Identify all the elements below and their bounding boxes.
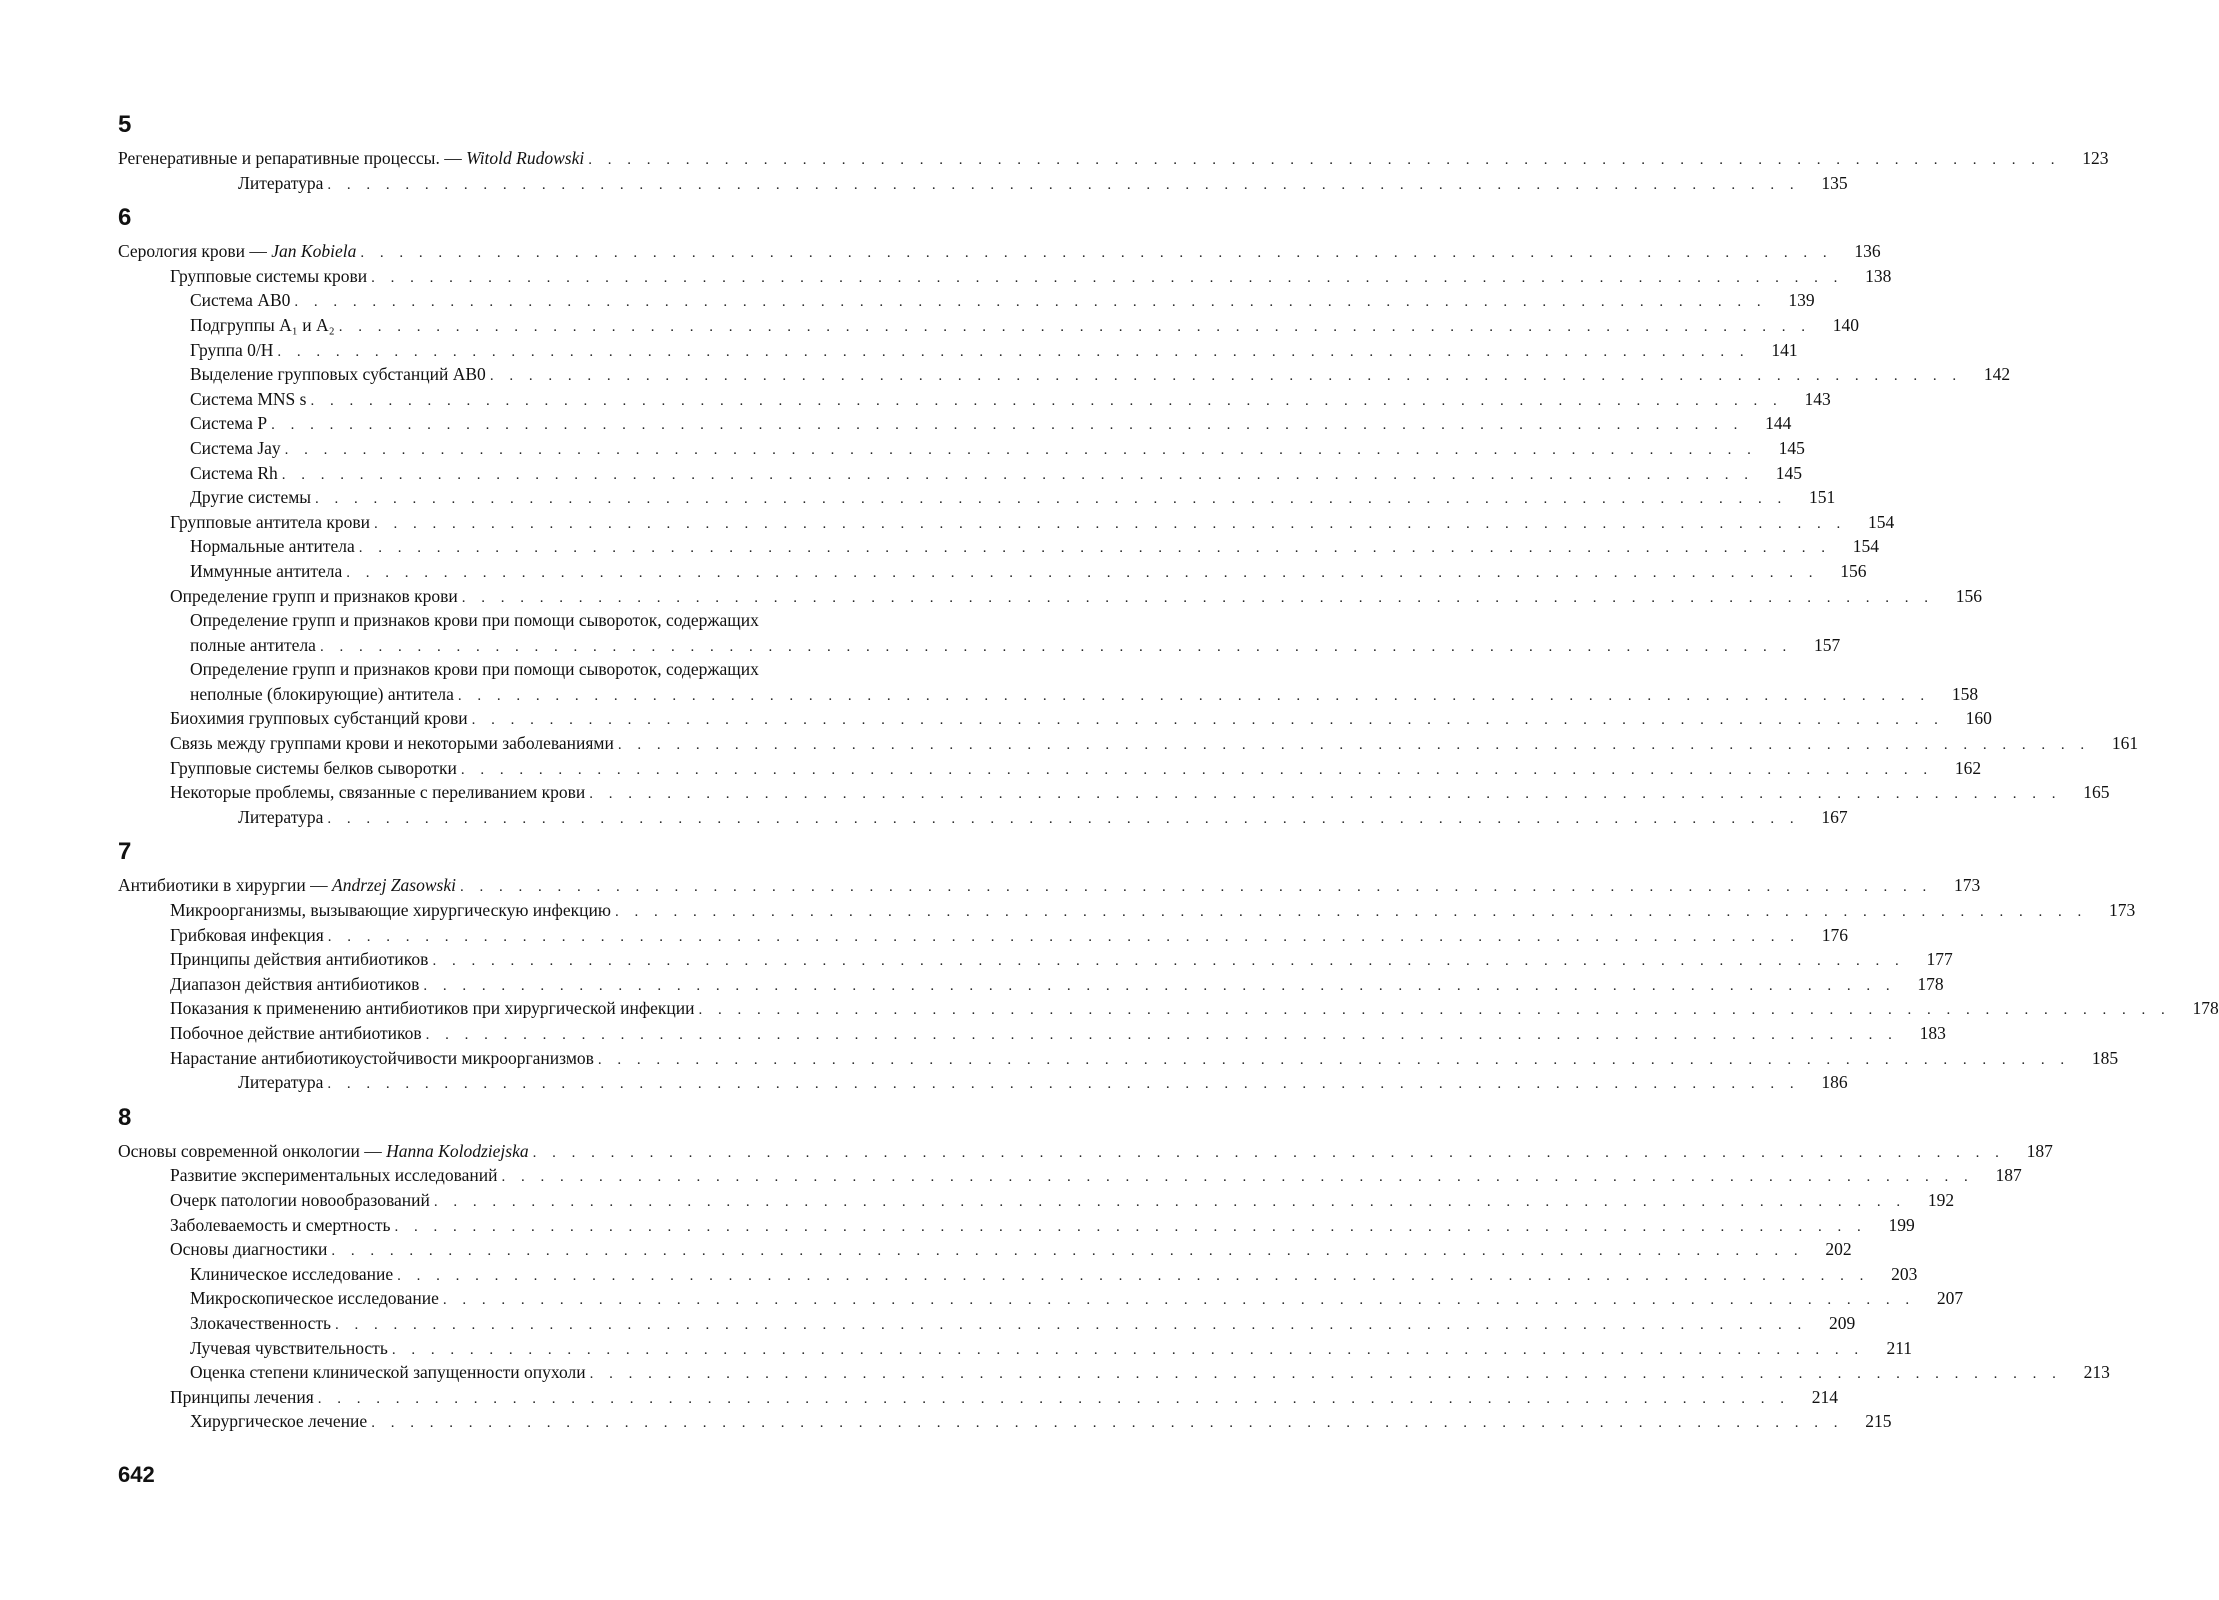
toc-entry-text [170,510,374,535]
dot-leader: . . . . . . . . . . . . . . . . . . . . . . . . . . . . . . . . . . . . . . . . . . . . . . . . . . . . . . . . . . . . . . . . . . . . . . . . . . . . [489,368,1963,385]
dot-leader: . . . . . . . . . . . . . . . . . . . . . . . . . . . . . . . . . . . . . . . . . . . . . . . . . . . . . . . . . . . . . . . . . . . . . . . . . . . . [397,1267,1870,1284]
dot-leader: . . . . . . . . . . . . . . . . . . . . . . . . . . . . . . . . . . . . . . . . . . . . . . . . . . . . . . . . . . . . . . . . . . . . . . . . . . . . [457,687,1931,704]
toc-page-number: 173 [1953,875,1981,896]
toc-entry [118,1262,1918,1287]
toc-entry [118,706,1992,731]
toc-page-number: 185 [2091,1047,2119,1068]
toc-entry-text [170,780,589,805]
toc-page-number: 138 [1865,265,1892,286]
toc-entry-text [118,239,360,264]
toc-page-number: 187 [1995,1165,2022,1186]
toc-entry-title: Хирургическое лечение [190,1411,368,1432]
toc-page-number: 157 [1813,634,1841,655]
toc-entry-title: Литература [238,172,324,193]
dot-leader: . . . . . . . . . . . . . . . . . . . . . . . . . . . . . . . . . . . . . . . . . . . . . . . . . . . . . . . . . . . . . . . . . . . . . . . . . . . . [271,417,1744,434]
toc-entry [118,682,1979,707]
toc-entry-title: Система AB0 [190,290,291,311]
toc-entry [118,1409,1892,1434]
dot-leader: . . . . . . . . . . . . . . . . . . . . . . . . . . . . . . . . . . . . . . . . . . . . . . . . . . . . . . . . . . . . . . . . . . . . . . . . . . . . [460,761,1934,778]
toc-entry-text [190,534,359,559]
toc-entry [118,1286,1964,1311]
toc-entry-author: Hanna Kolodziejska [386,1140,529,1161]
toc-entry [118,1385,1839,1410]
toc-page-number: 142 [1983,364,2011,385]
toc-entry-text [190,461,282,486]
dot-leader: . . . . . . . . . . . . . . . . . . . . . . . . . . . . . . . . . . . . . . . . . . . . . . . . . . . . . . . . . . . . . . . . . . . . . . . . . . . . [423,977,1896,994]
dot-leader: . . . . . . . . . . . . . . . . . . . . . . . . . . . . . . . . . . . . . . . . . . . . . . . . . . . . . . . . . . . . . . . . . . . . . . . . . . . . [374,515,1847,532]
toc-entry [118,731,2139,756]
toc-entry-text [170,706,472,731]
toc-entry [118,338,1798,363]
toc-entry-title: Основы современной онкологии — [118,1140,387,1161]
toc-entry-text [190,633,320,658]
toc-entry-title: Принципы действия антибиотиков [170,949,429,970]
toc-chapter-title [118,239,1881,264]
dot-leader: . . . . . . . . . . . . . . . . . . . . . . . . . . . . . . . . . . . . . . . . . . . . . . . . . . . . . . . . . . . . . . . . . . . . . . . . . . . . [360,245,1833,262]
toc-entry-text [238,1070,327,1095]
toc-entry [118,1188,1955,1213]
toc-entry-text [190,313,339,338]
toc-entry-text [170,731,618,756]
toc-page-number: 136 [1854,241,1881,262]
toc-entry-text [190,682,458,707]
toc-page-number: 151 [1809,487,1836,508]
toc-page-number: 145 [1775,462,1802,483]
toc-page-number: 140 [1832,314,1859,335]
toc-entry-text [170,947,432,972]
dot-leader: . . . . . . . . . . . . . . . . . . . . . . . . . . . . . . . . . . . . . . . . . . . . . . . . . . . . . . . . . . . . . . . . . . . . . . . . . . . . [459,879,1933,896]
toc-entry-title: Оценка степени клинической запущенности опухоли [190,1362,586,1383]
toc-entry-title: Определение групп и признаков крови [170,585,458,606]
toc-page-number: 165 [2083,782,2110,803]
toc-page-number: 144 [1765,413,1792,434]
toc-entry-title: Связь между группами крови и некоторыми заболеваниями [170,733,614,754]
toc-entry-title: Основы диагностики [170,1239,328,1260]
toc-page-number: 173 [2108,900,2136,921]
toc-page-number: 178 [1917,973,1944,994]
toc-entry-title: Литература [238,806,324,827]
toc-entry-text [170,756,461,781]
toc-entry [118,387,1831,412]
toc-entry-title: Литература [238,1072,324,1093]
toc-entry [118,947,1953,972]
dot-leader: . . . . . . . . . . . . . . . . . . . . . . . . . . . . . . . . . . . . . . . . . . . . . . . . . . . . . . . . . . . . . . . . . . . . . . . . . . . . [617,737,2091,754]
toc-entry [118,1070,1848,1095]
toc-page-number: 203 [1891,1263,1918,1284]
toc-entry-title: Группа 0/H [190,339,274,360]
dot-leader: . . . . . . . . . . . . . . . . . . . . . . . . . . . . . . . . . . . . . . . . . . . . . . . . . . . . . . . . . . . . . . . . . . . . . . . . . . . . [432,953,1905,970]
toc-entry-text [170,584,462,609]
toc-entry-author: Andrzej Zasowski [332,875,456,896]
dot-leader: . . . . . . . . . . . . . . . . . . . . . . . . . . . . . . . . . . . . . . . . . . . . . . . . . . . . . . . . . . . . . . . . . . . . . . . . . . . . [589,1366,2062,1383]
dot-leader: . . . . . . . . . . . . . . . . . . . . . . . . . . . . . . . . . . . . . . . . . . . . . . . . . . . . . . . . . . . . . . . . . . . . . . . . . . . . [319,638,1793,655]
toc-entry-title: Иммунные антитела [190,560,343,581]
toc-entry-title: Групповые системы крови [170,265,368,286]
toc-entry-title: Развитие экспериментальных исследований [170,1165,498,1186]
chapter-number: 8 [118,1103,132,1131]
toc-entry [118,1021,1946,1046]
toc-page-number: 199 [1888,1214,1915,1235]
toc-page-number: 158 [1951,683,1979,704]
toc-entry-title: Микроскопическое исследование [190,1288,439,1309]
dot-leader: . . . . . . . . . . . . . . . . . . . . . . . . . . . . . . . . . . . . . . . . . . . . . . . . . . . . . . . . . . . . . . . . . . . . . . . . . . . . [284,441,1757,458]
dot-leader: . . . . . . . . . . . . . . . . . . . . . . . . . . . . . . . . . . . . . . . . . . . . . . . . . . . . . . . . . . . . . . . . . . . . . . . . . . . . [331,1243,1804,1260]
toc-page-number: 207 [1936,1288,1964,1309]
toc-entry-title: Групповые системы белков сыворотки [170,757,457,778]
toc-entry-title: Принципы лечения [170,1386,314,1407]
toc-entry-title: неполные (блокирующие) антитела [190,683,454,704]
dot-leader: . . . . . . . . . . . . . . . . . . . . . . . . . . . . . . . . . . . . . . . . . . . . . . . . . . . . . . . . . . . . . . . . . . . . . . . . . . . . [532,1144,2005,1161]
toc-entry-text [170,1188,434,1213]
toc-page-number: 215 [1865,1411,1892,1432]
toc-entry-title: Показания к применению антибиотиков при хирургической инфекции [170,998,695,1019]
toc-entry-author: Witold Rudowski [466,148,585,168]
toc-entry-title: Групповые антитела крови [170,511,370,532]
toc-entry [118,510,1895,535]
toc-entry-title: Система P [190,413,268,434]
chapter-number: 7 [118,838,132,866]
dot-leader: . . . . . . . . . . . . . . . . . . . . . . . . . . . . . . . . . . . . . . . . . . . . . . . . . . . . . . . . . . . . . . . . . . . . . . . . . . . . [317,1390,1791,1407]
dot-leader: . . . . . . . . . . . . . . . . . . . . . . . . . . . . . . . . . . . . . . . . . . . . . . . . . . . . . . . . . . . . . . . . . . . . . . . . . . . . [501,1169,1974,1186]
toc-page-number: 135 [1821,172,1848,193]
toc-page-number: 145 [1778,437,1805,458]
toc-entry [118,996,2219,1021]
toc-entry-text [170,1163,501,1188]
toc-entry-title: Клиническое исследование [190,1263,394,1284]
toc-entry-text [190,362,490,387]
toc-entry [118,461,1802,486]
toc-entry-text [190,485,315,510]
toc-entry-text [170,898,615,923]
toc-page-number: 154 [1868,511,1895,532]
toc-page-number: 167 [1821,806,1848,827]
dot-leader: . . . . . . . . . . . . . . . . . . . . . . . . . . . . . . . . . . . . . . . . . . . . . . . . . . . . . . . . . . . . . . . . . . . . . . . . . . . . [327,176,1800,193]
toc-entry [118,756,1982,781]
dot-leader: . . . . . . . . . . . . . . . . . . . . . . . . . . . . . . . . . . . . . . . . . . . . . . . . . . . . . . . . . . . . . . . . . . . . . . . . . . . . [327,1076,1800,1093]
dot-leader: . . . . . . . . . . . . . . . . . . . . . . . . . . . . . . . . . . . . . . . . . . . . . . . . . . . . . . . . . . . . . . . . . . . . . . . . . . . . [698,1002,2171,1019]
dot-leader: . . . . . . . . . . . . . . . . . . . . . . . . . . . . . . . . . . . . . . . . . . . . . . . . . . . . . . . . . . . . . . . . . . . . . . . . . . . . [588,152,2061,168]
toc-entry [118,288,1815,313]
chapter-number: 5 [118,111,132,138]
toc-entry-text [238,171,327,196]
dot-leader: . . . . . . . . . . . . . . . . . . . . . . . . . . . . . . . . . . . . . . . . . . . . . . . . . . . . . . . . . . . . . . . . . . . . . . . . . . . . [433,1193,1907,1210]
toc-entry [118,780,2110,805]
toc-entry-title: Диапазон действия антибиотиков [170,973,420,994]
toc-entry-text [238,805,327,830]
toc-page-number: 160 [1965,708,1992,729]
toc-page-number: 156 [1840,560,1867,581]
chapter-number: 6 [118,204,132,232]
dot-leader: . . . . . . . . . . . . . . . . . . . . . . . . . . . . . . . . . . . . . . . . . . . . . . . . . . . . . . . . . . . . . . . . . . . . . . . . . . . . [310,392,1783,409]
dot-leader: . . . . . . . . . . . . . . . . . . . . . . . . . . . . . . . . . . . . . . . . . . . . . . . . . . . . . . . . . . . . . . . . . . . . . . . . . . . . [358,540,1832,557]
toc-entry-first-line: Определение групп и признаков крови при помощи сывороток, содержащих [190,610,759,631]
toc-entry-text [170,264,371,289]
toc-entry [118,584,1983,609]
page-number: 642 [118,1462,155,1487]
toc-page-number: 187 [2026,1140,2053,1161]
toc-entry [118,436,1805,461]
toc-chapter-title [118,1139,2053,1164]
toc-page-number: 202 [1825,1239,1852,1260]
toc-entry [118,633,1841,658]
toc-page-number: 154 [1852,536,1880,557]
dot-leader: . . . . . . . . . . . . . . . . . . . . . . . . . . . . . . . . . . . . . . . . . . . . . . . . . . . . . . . . . . . . . . . . . . . . . . . . . . . . [371,269,1844,286]
toc-entry-text [190,1286,443,1311]
toc-entry-first-line: Определение групп и признаков крови при помощи сывороток, содержащих [190,659,759,680]
toc-entry-title: Некоторые проблемы, связанные с переливанием крови [170,782,586,803]
toc-entry [118,362,2011,387]
toc-entry [118,171,1848,196]
toc-entry-text [170,923,328,948]
toc-entry-title: Антибиотики в хирургии — [118,875,332,896]
toc-entry-text [190,1262,397,1287]
toc-entry [118,923,1848,948]
dot-leader: . . . . . . . . . . . . . . . . . . . . . . . . . . . . . . . . . . . . . . . . . . . . . . . . . . . . . . . . . . . . . . . . . . . . . . . . . . . . [461,589,1935,606]
toc-entry [118,1213,1915,1238]
toc-entry-text [118,146,588,171]
toc-entry [118,485,1836,510]
toc-entry-author: Jan Kobiela [271,241,357,262]
toc-entry-title: Серология крови — [118,241,272,262]
toc-entry [118,1163,2022,1188]
toc-entry-title: Нарастание антибиотикоустойчивости микроорганизмов [170,1047,594,1068]
toc-page-number: 176 [1821,924,1848,945]
dot-leader: . . . . . . . . . . . . . . . . . . . . . . . . . . . . . . . . . . . . . . . . . . . . . . . . . . . . . . . . . . . . . . . . . . . . . . . . . . . . [471,712,1944,729]
toc-entry [118,1311,1856,1336]
dot-leader: . . . . . . . . . . . . . . . . . . . . . . . . . . . . . . . . . . . . . . . . . . . . . . . . . . . . . . . . . . . . . . . . . . . . . . . . . . . . [394,1218,1867,1235]
toc-page-number: 156 [1955,585,1983,606]
toc-entry-title: полные антитела [190,634,316,655]
toc-entry-title: Биохимия групповых субстанций крови [170,708,468,729]
toc-entry-text [170,1213,395,1238]
toc-page-number: 143 [1804,388,1831,409]
table-of-contents [118,108,2219,1434]
toc-page-number: 192 [1927,1189,1955,1210]
toc-entry-title: Другие системы [190,487,312,508]
toc-entry-text [190,1336,392,1361]
toc-page-number: 162 [1954,757,1982,778]
dot-leader: . . . . . . . . . . . . . . . . . . . . . . . . . . . . . . . . . . . . . . . . . . . . . . . . . . . . . . . . . . . . . . . . . . . . . . . . . . . . [294,294,1767,311]
toc-entry [118,1237,1852,1262]
toc-entry [118,898,2136,923]
toc-entry-title: Грибковая инфекция [170,924,324,945]
toc-entry-title: Микроорганизмы, вызывающие хирургическую инфекцию [170,900,611,921]
dot-leader: . . . . . . . . . . . . . . . . . . . . . . . . . . . . . . . . . . . . . . . . . . . . . . . . . . . . . . . . . . . . . . . . . . . . . . . . . . . . [597,1051,2071,1068]
toc-entry-text [190,338,277,363]
toc-entry-title: Лучевая чувствительность [190,1337,388,1358]
toc-entry [118,1046,2119,1071]
toc-page-number: 214 [1811,1386,1839,1407]
toc-entry-title: Злокачественность [190,1312,331,1333]
toc-entry-title: Заболеваемость и смертность [170,1214,391,1235]
toc-page-number: 141 [1771,339,1798,360]
toc-entry-title: Система MNS s [190,388,307,409]
dot-leader: . . . . . . . . . . . . . . . . . . . . . . . . . . . . . . . . . . . . . . . . . . . . . . . . . . . . . . . . . . . . . . . . . . . . . . . . . . . . [334,1316,1808,1333]
toc-page-number: 213 [2083,1362,2110,1383]
toc-page-number: 186 [1821,1072,1848,1093]
toc-entry-title: Побочное действие антибиотиков [170,1023,422,1043]
toc-page-number: 211 [1886,1337,1913,1358]
toc-entry-title: Система Jay [190,437,281,458]
dot-leader: . . . . . . . . . . . . . . . . . . . . . . . . . . . . . . . . . . . . . . . . . . . . . . . . . . . . . . . . . . . . . . . . . . . . . . . . . . . . [391,1341,1865,1358]
dot-leader: . . . . . . . . . . . . . . . . . . . . . . . . . . . . . . . . . . . . . . . . . . . . . . . . . . . . . . . . . . . . . . . . . . . . . . . . . . . . [614,904,2088,921]
toc-entry [118,264,1892,289]
dot-leader: . . . . . . . . . . . . . . . . . . . . . . . . . . . . . . . . . . . . . . . . . . . . . . . . . . . . . . . . . . . . . . . . . . . . . . . . . . . . [338,318,1811,335]
toc-entry-title: Подгруппы A₁ и A₂ [190,314,335,335]
dot-leader: . . . . . . . . . . . . . . . . . . . . . . . . . . . . . . . . . . . . . . . . . . . . . . . . . . . . . . . . . . . . . . . . . . . . . . . . . . . . [327,810,1800,827]
toc-page-number: 183 [1919,1023,1946,1043]
toc-entry [118,313,1859,338]
toc-page-number: 178 [2192,998,2219,1019]
toc-entry [118,411,1792,436]
toc-entry-text [170,972,423,997]
toc-entry-title: Регенеративные и репаративные процессы. — [118,148,467,168]
toc-entry-title: Нормальные антитела [190,536,355,557]
dot-leader: . . . . . . . . . . . . . . . . . . . . . . . . . . . . . . . . . . . . . . . . . . . . . . . . . . . . . . . . . . . . . . . . . . . . . . . . . . . . [315,491,1788,508]
dot-leader: . . . . . . . . . . . . . . . . . . . . . . . . . . . . . . . . . . . . . . . . . . . . . . . . . . . . . . . . . . . . . . . . . . . . . . . . . . . . [327,928,1800,945]
toc-entry [118,1336,1913,1361]
toc-entry [118,534,1880,559]
dot-leader: . . . . . . . . . . . . . . . . . . . . . . . . . . . . . . . . . . . . . . . . . . . . . . . . . . . . . . . . . . . . . . . . . . . . . . . . . . . . [589,786,2062,803]
toc-entry-title: Выделение групповых субстанций AB0 [190,364,486,385]
toc-entry [118,559,1867,584]
toc-entry-text [190,1409,371,1434]
toc-entry-text [170,1237,331,1262]
toc-entry-text [118,1139,533,1164]
toc-entry-text [170,1021,426,1046]
toc-entry-text [190,1311,335,1336]
dot-leader: . . . . . . . . . . . . . . . . . . . . . . . . . . . . . . . . . . . . . . . . . . . . . . . . . . . . . . . . . . . . . . . . . . . . . . . . . . . . [346,564,1819,581]
dot-leader: . . . . . . . . . . . . . . . . . . . . . . . . . . . . . . . . . . . . . . . . . . . . . . . . . . . . . . . . . . . . . . . . . . . . . . . . . . . . [425,1027,1898,1043]
toc-page-number: 177 [1926,949,1953,970]
toc-page-number: 123 [2082,148,2109,168]
toc-entry-text [190,559,346,584]
toc-chapter-title [118,873,1981,898]
toc-entry-text [190,436,285,461]
toc-page-number: 161 [2111,733,2139,754]
toc-entry-text [170,1046,598,1071]
toc-entry-title: Очерк патологии новообразований [170,1189,430,1210]
toc-chapter-title [118,146,2109,171]
toc-entry-text [170,1385,318,1410]
dot-leader: . . . . . . . . . . . . . . . . . . . . . . . . . . . . . . . . . . . . . . . . . . . . . . . . . . . . . . . . . . . . . . . . . . . . . . . . . . . . [277,343,1750,360]
toc-entry [118,1360,2110,1385]
toc-entry-text [170,996,699,1021]
toc-entry-text [190,411,271,436]
toc-page-number: 209 [1828,1312,1856,1333]
dot-leader: . . . . . . . . . . . . . . . . . . . . . . . . . . . . . . . . . . . . . . . . . . . . . . . . . . . . . . . . . . . . . . . . . . . . . . . . . . . . [442,1292,1916,1309]
toc-entry-text [190,387,310,412]
toc-entry-title: Система Rh [190,462,278,483]
toc-entry [118,972,1944,997]
dot-leader: . . . . . . . . . . . . . . . . . . . . . . . . . . . . . . . . . . . . . . . . . . . . . . . . . . . . . . . . . . . . . . . . . . . . . . . . . . . . [371,1415,1844,1432]
toc-entry-text [190,288,294,313]
toc-page-number: 139 [1788,290,1815,311]
toc-entry-text [190,1360,590,1385]
toc-entry-text [118,873,460,898]
dot-leader: . . . . . . . . . . . . . . . . . . . . . . . . . . . . . . . . . . . . . . . . . . . . . . . . . . . . . . . . . . . . . . . . . . . . . . . . . . . . [281,466,1754,483]
toc-entry [118,805,1848,830]
